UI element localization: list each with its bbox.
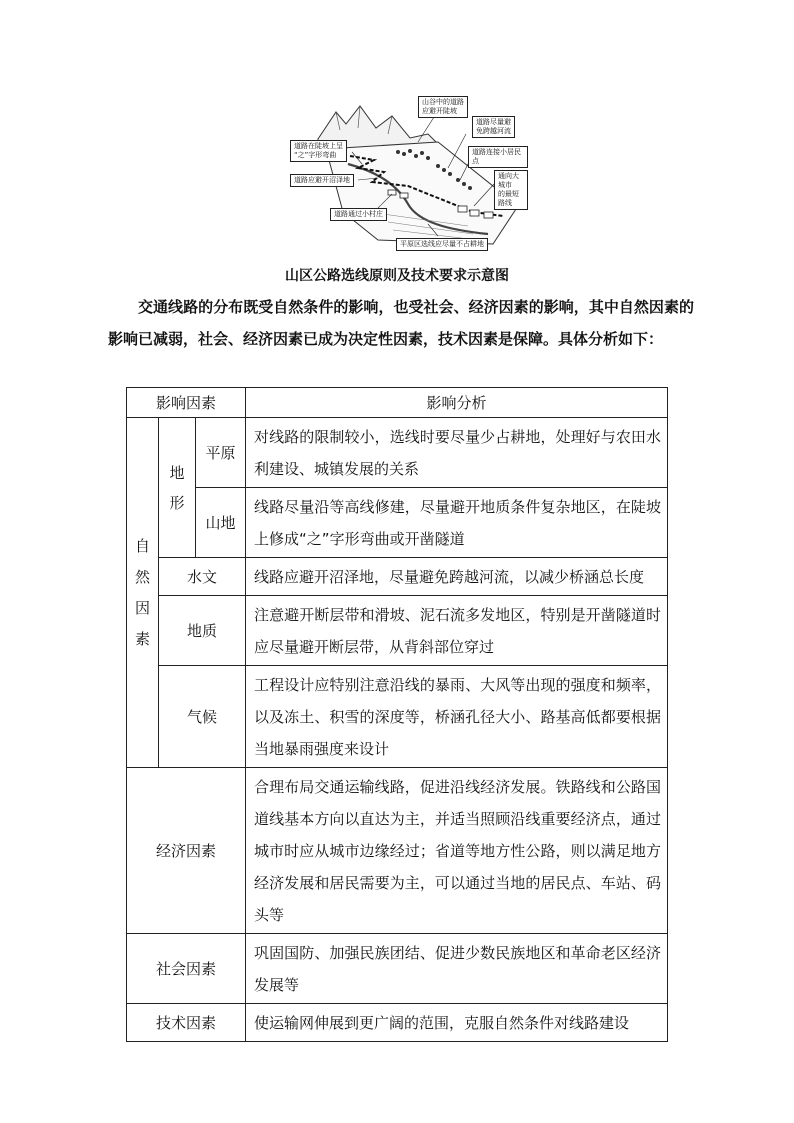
economic-label: 经济因素 (127, 768, 246, 934)
table-row (127, 558, 668, 596)
table-row (127, 488, 668, 558)
climate-analysis: 工程设计应特别注意沿线的暴雨、大风等出现的强度和频率，以及冻土、积雪的深度等，桥涵孔径大小、路基高低都要根据当地暴雨强度来设计 (246, 666, 668, 768)
callout-valley: 山谷中的道路 应避开陡坡 (418, 96, 468, 118)
hydrology-label: 水文 (159, 558, 246, 596)
intro-paragraph: 交通线路的分布既受自然条件的影响，也受社会、经济因素的影响，其中自然因素的影响已减弱，社会、经济因素已成为决定性因素，技术因素是保障。具体分析如下： (108, 298, 694, 348)
table-row (127, 666, 668, 768)
table-row (127, 418, 668, 488)
geology-label: 地质 (159, 596, 246, 666)
economic-analysis: 合理布局交通运输线路，促进沿线经济发展。铁路线和公路国道线基本方向以直达为主，并适当照顾沿线重要经济点，通过城市时应从城市边缘经过；省道等地方性公路，则以满足地方经济发展和居民需要为主，可以通过当地的居民点、车站、码头等 (246, 768, 668, 934)
terrain-label: 地形 (169, 463, 185, 512)
callout-avoid-swamp: 道路应避开沼泽地 (290, 174, 354, 187)
table-row (127, 1004, 668, 1042)
header-factor: 影响因素 (127, 388, 246, 418)
figure-caption: 山区公路选线原则及技术要求示意图 (285, 268, 509, 284)
terrain-cell (159, 418, 196, 558)
factor-analysis-table (126, 387, 668, 1042)
geology-analysis: 注意避开断层带和滑坡、泥石流多发地区，特别是开凿隧道时应尽量避开断层带，从背斜部位穿过 (246, 596, 668, 666)
callout-connect-residential: 道路连接小居民点 (468, 146, 528, 168)
technical-analysis: 使运输网伸展到更广阔的范围，克服自然条件对线路建设 (246, 1004, 668, 1042)
table-row (127, 934, 668, 1004)
plain-label: 平原 (196, 418, 246, 488)
mountain-analysis: 线路尽量沿等高线修建，尽量避开地质条件复杂地区，在陡坡上修成“之”字形弯曲或开凿隧道 (246, 488, 668, 558)
mountain-label: 山地 (196, 488, 246, 558)
table-header-row (127, 388, 668, 418)
natural-factor-cell (127, 418, 159, 768)
table-row (127, 768, 668, 934)
callout-shortest-to-city: 通向大城市 的最短路线 (494, 170, 528, 210)
callout-plain-farmland: 平原区选线应尽量不占耕地 (396, 238, 488, 251)
header-analysis: 影响分析 (246, 388, 668, 418)
natural-factor-label: 自然因素 (135, 536, 151, 648)
technical-label: 技术因素 (127, 1004, 246, 1042)
social-label: 社会因素 (127, 934, 246, 1004)
hydrology-analysis: 线路应避开沼泽地，尽量避免跨越河流，以减少桥涵总长度 (246, 558, 668, 596)
social-analysis: 巩固国防、加强民族团结、促进少数民族地区和革命老区经济发展等 (246, 934, 668, 1004)
plain-analysis: 对线路的限制较小，选线时要尽量少占耕地，处理好与农田水利建设、城镇发展的关系 (246, 418, 668, 488)
callout-avoid-river: 道路尽量避 免跨越河流 (472, 116, 515, 138)
road-selection-illustration (288, 94, 528, 254)
climate-label: 气候 (159, 666, 246, 768)
callout-zigzag: 道路在陡坡上呈 “之”字形弯曲 (290, 140, 347, 162)
table-row (127, 596, 668, 666)
callout-pass-village: 道路通过小村庄 (330, 208, 387, 221)
